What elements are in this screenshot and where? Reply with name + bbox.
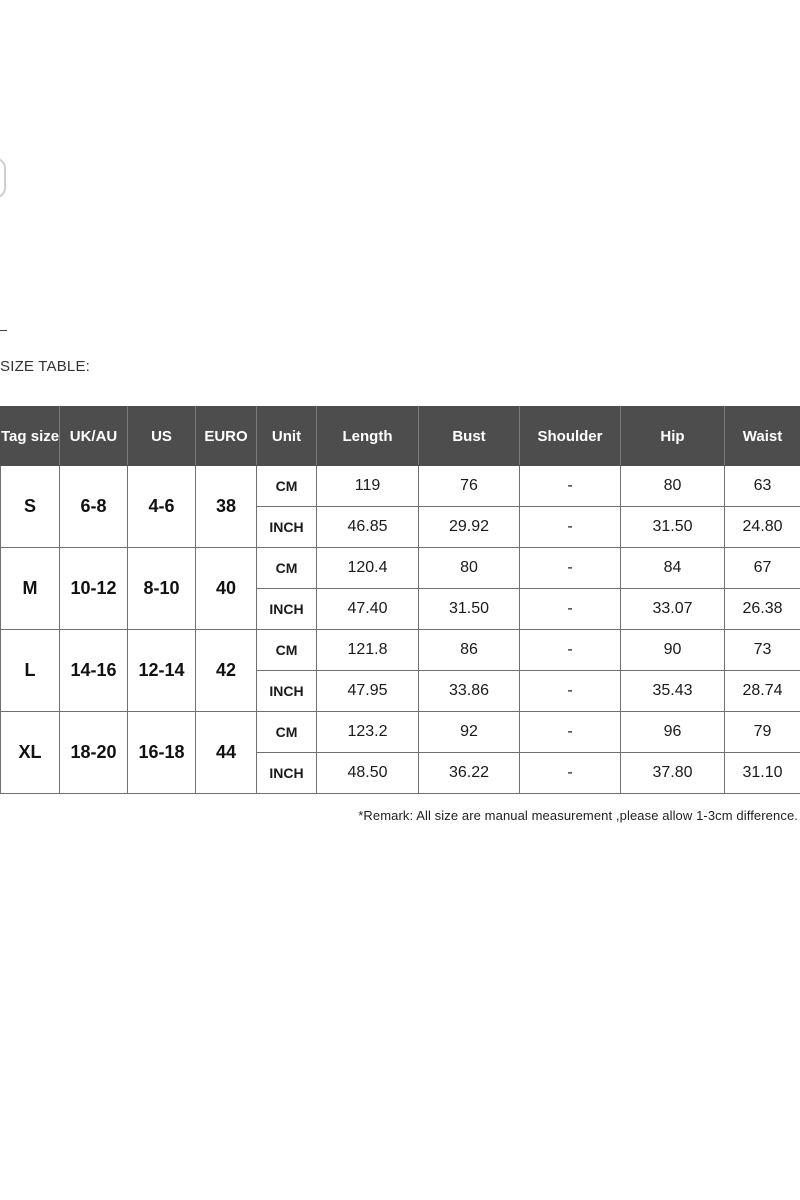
hip-cell: 33.07 bbox=[621, 589, 725, 630]
shoulder-cell: - bbox=[520, 712, 621, 753]
remark-note: *Remark: All size are manual measurement ,please allow 1-3cm difference. bbox=[358, 808, 798, 823]
unit-cell: CM bbox=[257, 466, 317, 507]
shoulder-cell: - bbox=[520, 753, 621, 794]
shoulder-cell: - bbox=[520, 548, 621, 589]
header-row bbox=[1, 407, 800, 466]
waist-cell: 28.74 bbox=[725, 671, 800, 712]
unit-cell: INCH bbox=[257, 507, 317, 548]
tag-size-cell: S bbox=[1, 466, 60, 548]
table-row bbox=[1, 712, 800, 753]
header-uk-au: UK/AU bbox=[60, 407, 128, 466]
table-row bbox=[1, 548, 800, 589]
shoulder-cell: - bbox=[520, 507, 621, 548]
bust-cell: 92 bbox=[419, 712, 520, 753]
unit-cell: INCH bbox=[257, 753, 317, 794]
length-cell: 120.4 bbox=[317, 548, 419, 589]
header-length: Length bbox=[317, 407, 419, 466]
length-cell: 121.8 bbox=[317, 630, 419, 671]
us-cell: 4-6 bbox=[128, 466, 196, 548]
header-shoulder: Shoulder bbox=[520, 407, 621, 466]
length-cell: 119 bbox=[317, 466, 419, 507]
euro-cell: 44 bbox=[196, 712, 257, 794]
us-cell: 12-14 bbox=[128, 630, 196, 712]
waist-cell: 63 bbox=[725, 466, 800, 507]
unit-cell: CM bbox=[257, 548, 317, 589]
bust-cell: 80 bbox=[419, 548, 520, 589]
bust-cell: 86 bbox=[419, 630, 520, 671]
bust-cell: 31.50 bbox=[419, 589, 520, 630]
waist-cell: 79 bbox=[725, 712, 800, 753]
length-cell: 46.85 bbox=[317, 507, 419, 548]
hip-cell: 96 bbox=[621, 712, 725, 753]
unit-cell: CM bbox=[257, 712, 317, 753]
header-unit: Unit bbox=[257, 407, 317, 466]
hip-cell: 31.50 bbox=[621, 507, 725, 548]
shoulder-cell: - bbox=[520, 466, 621, 507]
bust-cell: 33.86 bbox=[419, 671, 520, 712]
section-title: SIZE TABLE: bbox=[0, 358, 91, 375]
length-cell: 47.40 bbox=[317, 589, 419, 630]
bust-cell: 29.92 bbox=[419, 507, 520, 548]
header-tag-size: Tag size bbox=[1, 407, 60, 466]
hip-cell: 37.80 bbox=[621, 753, 725, 794]
length-cell: 123.2 bbox=[317, 712, 419, 753]
hip-cell: 90 bbox=[621, 630, 725, 671]
tag-size-cell: M bbox=[1, 548, 60, 630]
header-euro: EURO bbox=[196, 407, 257, 466]
bust-cell: 36.22 bbox=[419, 753, 520, 794]
euro-cell: 42 bbox=[196, 630, 257, 712]
uk-au-cell: 6-8 bbox=[60, 466, 128, 548]
length-cell: 47.95 bbox=[317, 671, 419, 712]
shoulder-cell: - bbox=[520, 630, 621, 671]
edge-decoration bbox=[0, 158, 6, 198]
header-bust: Bust bbox=[419, 407, 520, 466]
dash-decoration bbox=[0, 330, 7, 331]
header-us: US bbox=[128, 407, 196, 466]
unit-cell: INCH bbox=[257, 671, 317, 712]
waist-cell: 26.38 bbox=[725, 589, 800, 630]
waist-cell: 73 bbox=[725, 630, 800, 671]
bust-cell: 76 bbox=[419, 466, 520, 507]
waist-cell: 24.80 bbox=[725, 507, 800, 548]
header-waist: Waist bbox=[725, 407, 800, 466]
us-cell: 8-10 bbox=[128, 548, 196, 630]
size-table bbox=[0, 406, 800, 794]
waist-cell: 31.10 bbox=[725, 753, 800, 794]
shoulder-cell: - bbox=[520, 671, 621, 712]
tag-size-cell: XL bbox=[1, 712, 60, 794]
waist-cell: 67 bbox=[725, 548, 800, 589]
shoulder-cell: - bbox=[520, 589, 621, 630]
euro-cell: 38 bbox=[196, 466, 257, 548]
hip-cell: 80 bbox=[621, 466, 725, 507]
header-hip: Hip bbox=[621, 407, 725, 466]
hip-cell: 84 bbox=[621, 548, 725, 589]
hip-cell: 35.43 bbox=[621, 671, 725, 712]
euro-cell: 40 bbox=[196, 548, 257, 630]
uk-au-cell: 10-12 bbox=[60, 548, 128, 630]
us-cell: 16-18 bbox=[128, 712, 196, 794]
uk-au-cell: 18-20 bbox=[60, 712, 128, 794]
unit-cell: INCH bbox=[257, 589, 317, 630]
tag-size-cell: L bbox=[1, 630, 60, 712]
length-cell: 48.50 bbox=[317, 753, 419, 794]
table-row bbox=[1, 466, 800, 507]
unit-cell: CM bbox=[257, 630, 317, 671]
table-row bbox=[1, 630, 800, 671]
uk-au-cell: 14-16 bbox=[60, 630, 128, 712]
